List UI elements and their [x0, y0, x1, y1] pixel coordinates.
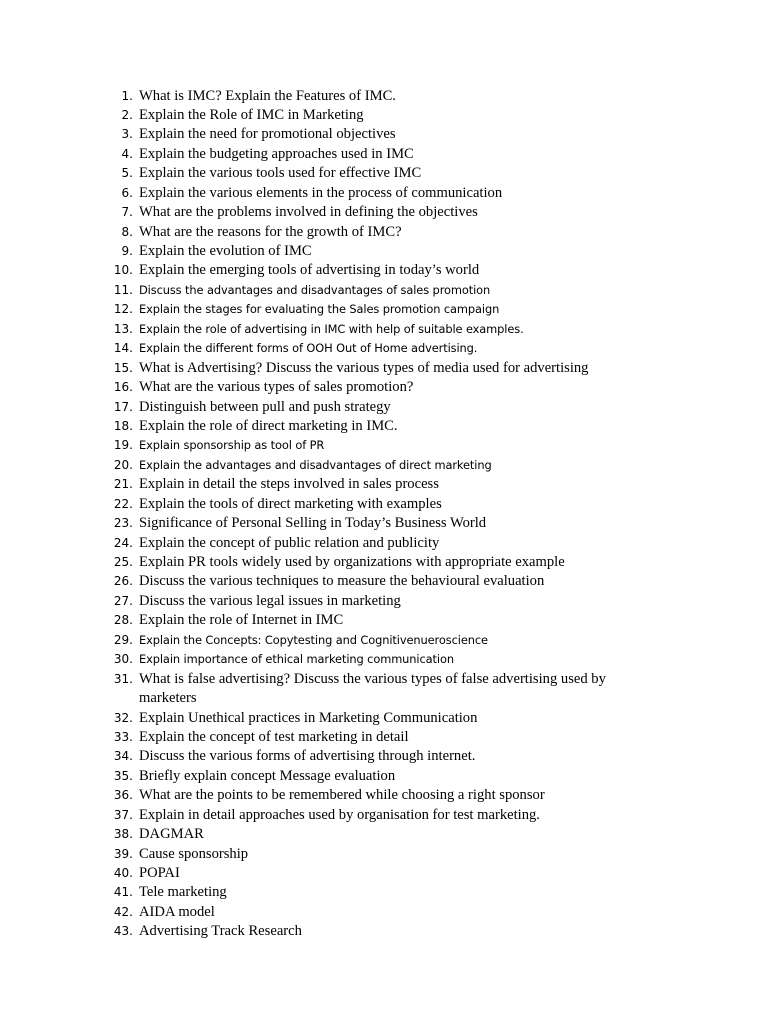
question-text: Explain the concept of test marketing in detail: [139, 728, 409, 745]
list-item: [0, 611, 768, 630]
question-text: Explain PR tools widely used by organizations with appropriate example: [139, 554, 565, 570]
item-number: 17.: [113, 399, 133, 414]
question-text: Discuss the advantages and disadvantages of sales promotion: [139, 282, 491, 297]
list-item: [0, 864, 768, 883]
item-number: 35.: [113, 768, 133, 783]
question-text: Advertising Track Research: [139, 923, 302, 940]
list-item: [0, 495, 768, 514]
item-number: 24.: [113, 535, 133, 550]
list-item: [0, 164, 768, 183]
list-item: [0, 398, 768, 417]
list-item: [0, 223, 768, 242]
list-item: [0, 514, 768, 533]
item-number: 10.: [113, 263, 133, 278]
question-text: What is Advertising? Discuss the various types of media used for advertising: [139, 359, 589, 376]
item-number: 28.: [113, 613, 133, 628]
list-item: [0, 184, 768, 203]
question-text: Discuss the various techniques to measure the behavioural evaluation: [139, 573, 545, 590]
question-text: Briefly explain concept Message evaluation: [139, 767, 396, 784]
list-item: [0, 300, 768, 319]
question-text: Explain the Role of IMC in Marketing: [139, 106, 364, 123]
question-text: Explain the tools of direct marketing with examples: [139, 495, 442, 512]
question-text: Explain the stages for evaluating the Sales promotion campaign: [139, 302, 500, 317]
item-number: 15.: [113, 360, 133, 375]
list-item: [0, 145, 768, 164]
question-text: Significance of Personal Selling in Today’s Business World: [139, 515, 487, 532]
question-text: Discuss the various legal issues in marketing: [139, 592, 401, 609]
question-text: Explain sponsorship as tool of PR: [139, 438, 325, 453]
list-item: [0, 903, 768, 922]
list-item: [0, 320, 768, 339]
question-text: Explain the advantages and disadvantages of direct marketing: [139, 457, 492, 472]
list-item: [0, 825, 768, 844]
item-number: 26.: [113, 574, 133, 589]
question-text: What are the various types of sales promotion?: [139, 379, 414, 396]
list-item: [0, 87, 768, 106]
list-item: [0, 631, 768, 650]
item-number: 22.: [113, 496, 133, 511]
item-number: 27.: [113, 593, 133, 608]
item-number: 31.: [113, 671, 133, 686]
item-number: 8.: [121, 224, 133, 239]
question-text: POPAI: [139, 865, 180, 882]
list-item: [0, 281, 768, 300]
question-list: [0, 87, 768, 942]
item-number: 33.: [113, 729, 133, 744]
item-number: 13.: [113, 321, 133, 336]
list-item: [0, 922, 768, 941]
list-item: [0, 106, 768, 125]
item-number: 39.: [113, 846, 133, 861]
list-item: [0, 203, 768, 222]
list-item: [0, 806, 768, 825]
question-text: Explain the Concepts: Copytesting and Cognitivenueroscience: [139, 632, 488, 647]
item-number: 4.: [121, 146, 133, 161]
list-item: [0, 378, 768, 397]
item-number: 41.: [113, 885, 133, 900]
question-text: Explain the various elements in the process of communication: [139, 184, 503, 201]
item-number: 18.: [113, 418, 133, 433]
question-text: Explain the budgeting approaches used in IMC: [139, 145, 414, 162]
question-text: Discuss the various forms of advertising through internet.: [139, 748, 476, 765]
list-item: [0, 592, 768, 611]
question-text: Explain the role of Internet in IMC: [139, 612, 344, 629]
list-item: [0, 475, 768, 494]
item-number: 9.: [121, 244, 133, 258]
list-item: [0, 553, 768, 572]
list-item: [0, 786, 768, 805]
list-item: [0, 534, 768, 553]
item-number: 32.: [113, 710, 133, 725]
item-number: 38.: [113, 827, 133, 842]
item-number: 3.: [121, 127, 133, 142]
question-text: Explain the role of direct marketing in IMC.: [139, 417, 398, 434]
item-number: 29.: [113, 632, 133, 647]
question-text: Explain the emerging tools of advertising in today’s world: [139, 262, 480, 279]
list-item: [0, 728, 768, 747]
list-item: [0, 339, 768, 358]
question-text: Distinguish between pull and push strategy: [139, 398, 391, 415]
item-number: 21.: [113, 477, 133, 492]
list-item: [0, 883, 768, 902]
item-number: 37.: [113, 807, 133, 822]
list-item: [0, 456, 768, 475]
item-number: 20.: [113, 457, 133, 472]
list-item: [0, 417, 768, 436]
item-number: 7.: [121, 205, 133, 220]
question-text: AIDA model: [139, 903, 215, 920]
item-number: 19.: [113, 438, 133, 453]
list-item: [0, 650, 768, 669]
item-number: 30.: [113, 652, 133, 667]
question-text: Explain the various tools used for effective IMC: [139, 165, 422, 182]
question-text: What is IMC? Explain the Features of IMC.: [139, 87, 396, 104]
question-text: Explain in detail the steps involved in sales process: [139, 476, 439, 493]
list-item: [0, 261, 768, 280]
list-item: [0, 845, 768, 864]
list-item: [0, 125, 768, 144]
item-number: 2.: [121, 107, 133, 122]
list-item: [0, 572, 768, 591]
question-text: What are the problems involved in defining the objectives: [139, 204, 478, 221]
item-number: 5.: [121, 166, 133, 181]
item-number: 14.: [113, 341, 133, 356]
list-item: [0, 359, 768, 378]
item-number: 6.: [121, 185, 133, 200]
question-text: What are the points to be remembered while choosing a right sponsor: [139, 787, 545, 804]
question-text: Explain the evolution of IMC: [139, 243, 312, 259]
item-number: 16.: [113, 380, 133, 395]
question-text: Tele marketing: [139, 884, 227, 901]
question-text: What is false advertising? Discuss the various types of false advertising used by marketers: [139, 670, 606, 707]
list-item: [0, 747, 768, 766]
list-item: [0, 709, 768, 728]
list-item: [0, 242, 768, 261]
question-text: Explain in detail approaches used by organisation for test marketing.: [139, 806, 540, 823]
list-item: [0, 767, 768, 786]
item-number: 36.: [113, 788, 133, 803]
question-text: Explain the need for promotional objectives: [139, 126, 396, 143]
item-number: 12.: [113, 302, 133, 317]
question-text: Explain importance of ethical marketing communication: [139, 652, 454, 667]
item-number: 40.: [113, 866, 133, 881]
question-text: Explain the different forms of OOH Out of Home advertising.: [139, 341, 478, 356]
question-text: Explain the concept of public relation and publicity: [139, 534, 440, 551]
item-number: 43.: [113, 924, 133, 939]
question-text: What are the reasons for the growth of IMC?: [139, 223, 402, 240]
list-item: [0, 436, 768, 455]
item-number: 25.: [113, 555, 133, 569]
item-number: 1.: [121, 88, 133, 103]
item-number: 34.: [113, 749, 133, 764]
item-number: 42.: [113, 904, 133, 919]
question-text: Explain Unethical practices in Marketing Communication: [139, 709, 478, 726]
question-text: DAGMAR: [139, 826, 204, 843]
item-number: 11.: [113, 282, 133, 297]
list-item: [0, 670, 768, 709]
question-text: Explain the role of advertising in IMC with help of suitable examples.: [139, 321, 524, 336]
item-number: 23.: [113, 516, 133, 531]
question-text: Cause sponsorship: [139, 845, 249, 862]
